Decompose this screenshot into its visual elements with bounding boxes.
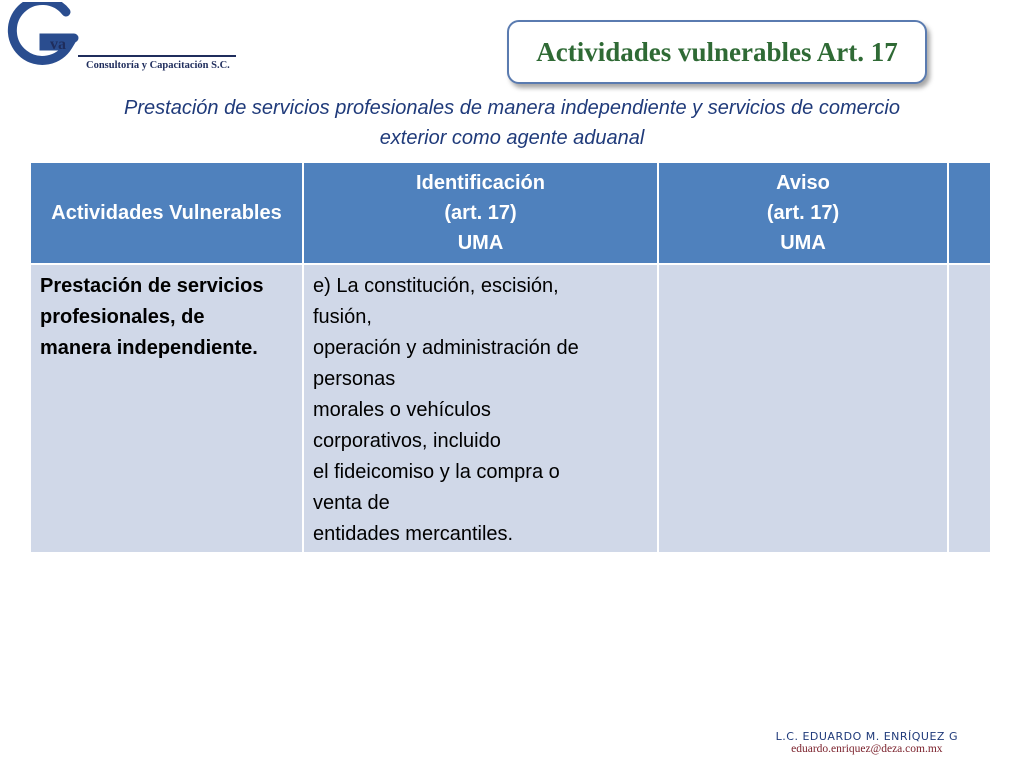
table-row [30, 264, 991, 553]
subtitle-line-1: Prestación de servicios profesionales de manera independiente y servicios de comercio [124, 97, 900, 119]
header-aviso-line: (art. 17) [766, 202, 840, 224]
header-aviso [658, 162, 948, 264]
cell-identificacion [303, 264, 658, 553]
cell-line: entidades mercantiles. [313, 523, 514, 545]
cell-line: manera independiente. [40, 337, 258, 359]
header-identificacion-line: (art. 17) [444, 202, 517, 224]
header-extra [948, 162, 991, 264]
vulnerable-activities-table [29, 161, 992, 554]
cell-extra [948, 264, 991, 553]
company-logo [4, 2, 240, 76]
cell-line: morales o vehículos [313, 399, 491, 421]
header-identificacion [303, 162, 658, 264]
author-email: eduardo.enriquez@deza.com.mx [791, 743, 943, 755]
subtitle-line-2: exterior como agente aduanal [379, 127, 645, 149]
header-activities: Actividades Vulnerables [30, 162, 303, 264]
cell-line: personas [313, 368, 396, 390]
cell-line: operación y administración de [313, 337, 579, 359]
logo-tagline: Consultoría y Capacitación S.C. [86, 60, 230, 71]
header-aviso-line: Aviso [776, 172, 830, 194]
cell-aviso [658, 264, 948, 553]
cell-activity [30, 264, 303, 553]
cell-line: Prestación de servicios [40, 275, 264, 297]
header-aviso-line: UMA [780, 232, 826, 254]
slide-title: Actividades vulnerables Art. 17 [536, 36, 898, 67]
cell-line: corporativos, incluido [313, 430, 501, 452]
author-name: L.C. EDUARDO M. ENRÍQUEZ G [775, 730, 958, 743]
subtitle [40, 93, 984, 153]
header-identificacion-line: Identificación [416, 172, 545, 194]
table-header-row [30, 162, 991, 264]
logo-letters: va [50, 36, 66, 53]
cell-line: profesionales, de [40, 306, 205, 328]
cell-line: venta de [313, 492, 390, 514]
title-box [507, 20, 927, 84]
header-identificacion-line: UMA [457, 232, 504, 254]
footer [776, 730, 958, 755]
cell-line: el fideicomiso y la compra o [313, 461, 560, 483]
cell-line: fusión, [313, 306, 372, 328]
cell-line: e) La constitución, escisión, [313, 275, 559, 297]
